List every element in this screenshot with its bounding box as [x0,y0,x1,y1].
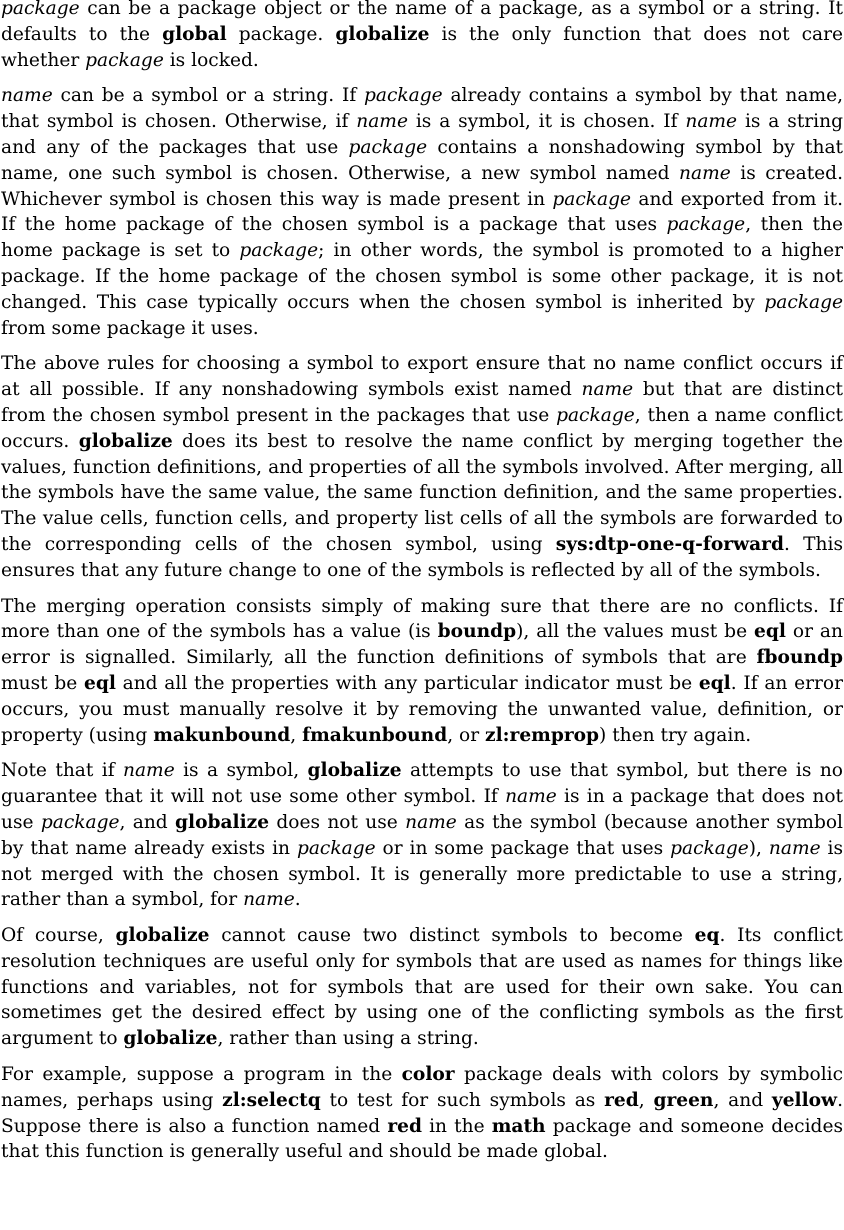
bold-term: globalize [335,23,430,45]
text-run: or in some package that uses [375,837,671,859]
italic-term: package [348,136,428,158]
text-run: package deals with colors by symbolic names, perhaps using [1,1064,843,1111]
text-run: from some package it uses. [1,317,259,339]
bold-term: globalize [78,430,173,452]
bold-term: red [387,1115,422,1137]
italic-term: package [670,837,749,859]
text-run: . Its conflict resolution techniques are useful only for symbols that are used as names for things like functions and variables, not for symbols that are used for their own sake. You can sometimes get the desired effect by using one of the conflicting symbols as the first argument to [1,925,843,1050]
text-run: ), [748,837,769,859]
paragraph-name-conflict [1,351,843,583]
text-run: and all the properties with any particular indicator must be [115,672,699,694]
text-run: is a symbol, it is chosen. If [407,111,686,133]
bold-term: fboundp [756,647,843,669]
italic-term: name [123,760,175,782]
paragraph-name-arg [1,83,843,341]
italic-term: package [552,188,632,210]
text-run: . [294,889,301,911]
italic-term: package [1,0,80,19]
text-run: ) then try again. [599,724,752,746]
bold-term: color [401,1064,455,1086]
italic-term: package [296,837,376,859]
text-run: does its best to resolve the name conflict by merging together the values, function definitions, and properties of all the symbols involved. After merging, all the symbols have the same value, the same function definition, and the same properties. The value cells, function cells, and property list cells of all the symbols are forwarded to the corresponding cells of the chosen symbol, using [1,430,844,555]
italic-term: name [679,162,731,184]
text-run: or an error is signalled. Similarly, all the function definitions of symbols that are [1,621,843,669]
bold-term: makunbound [153,724,291,746]
text-run: is not merged with the chosen symbol. It is generally more predictable to use a string, rather than a symbol, for [1,837,843,911]
italic-term: name [581,379,634,401]
text-run: and exported from it. If the home package of the chosen symbol is a package that uses [1,188,843,236]
text-run: is created. Whichever symbol is chosen this way is made present in [1,162,843,210]
text-run: can be a symbol or a string. If [52,85,364,107]
italic-term: package [85,49,164,71]
text-run: to test for such symbols as [320,1089,605,1111]
bold-term: global [162,23,227,45]
paragraph-symbol-note [1,758,843,913]
paragraph-eq-limitation [1,923,843,1052]
bold-term: green [653,1089,714,1111]
text-run: as the symbol (because another symbol by that name already exists in [1,811,843,859]
italic-term: package [239,240,319,262]
text-run: is in a package that does not use [1,786,843,833]
bold-term: fmakunbound [302,724,448,746]
text-run: , rather than using a string. [217,1028,479,1050]
text-run: package. [226,23,336,45]
bold-term: eq [694,925,720,947]
text-run: The above rules for choosing a symbol to export ensure that no name conflict occurs if at all possible. If any nonshadowing symbols exist named [1,353,843,401]
text-run: . This ensures that any future change to one of the symbols is reflected by all of the symbols. [1,533,843,581]
text-run: , [638,1089,654,1111]
bold-term: red [604,1089,639,1111]
text-run: . If an error occurs, you must manually resolve it by removing the unwanted value, definition, or property (using [1,672,843,746]
italic-term: package [40,811,120,833]
text-run: is a symbol, [174,760,308,782]
text-run: , and [713,1089,772,1111]
text-run: but that are distinct from the chosen symbol present in the packages that use [1,379,843,426]
text-run: in the [421,1115,492,1137]
bold-term: zl:selectq [222,1089,321,1111]
bold-term: globalize [175,811,270,833]
text-run: cannot cause two distinct symbols to become [209,925,695,947]
italic-term: package [764,291,843,313]
bold-term: eql [83,672,116,694]
text-run: Note that if [1,760,123,782]
text-run: , and [119,811,176,833]
italic-term: name [405,811,457,833]
text-run: , or [447,724,486,746]
paragraph-merging [1,594,843,749]
bold-term: globalize [115,925,210,947]
bold-term: zl:remprop [485,724,600,746]
text-run: contains a nonshadowing symbol by that name, one such symbol is chosen. Otherwise, a new symbol named [1,136,844,184]
text-run: is the only function that does not care whether [1,23,843,71]
bold-term: boundp [437,621,517,643]
text-run: ; in other words, the symbol is promoted to a higher package. If the home package of the chosen symbol is some other package, it is not changed. This case typically occurs when the chosen symbol is inherited by [1,240,843,313]
bold-term: eql [754,621,786,643]
text-run: does not use [269,811,406,833]
text-run: is a string and any of the packages that use [1,111,844,158]
text-run: attempts to use that symbol, but there is no guarantee that it will not use some other symbol. If [1,760,843,808]
italic-term: package [363,85,443,107]
paragraph-package-arg [1,0,843,73]
text-run: For example, suppose a program in the [1,1064,402,1086]
text-run: package and someone decides that this function is generally useful and should be made global. [1,1115,843,1163]
text-run: Of course, [1,925,116,947]
text-run: . Suppose there is also a function named [1,1089,843,1137]
italic-term: name [685,111,738,133]
text-run: already contains a symbol by that name, that symbol is chosen. Otherwise, if [1,85,843,133]
italic-term: package [556,404,635,426]
paragraph-example [1,1062,843,1165]
italic-term: package [666,214,746,236]
italic-term: name [768,837,821,859]
text-run: can be a package object or the name of a package, as a symbol or a string. It defaults to the [1,0,843,45]
text-run: must be [1,672,84,694]
bold-term: globalize [307,760,402,782]
text-run: The merging operation consists simply of making sure that there are no conflicts. If more than one of the symbols has a value (is [1,595,843,643]
text-run: , [290,724,303,746]
text-run: ), all the values must be [516,621,755,643]
bold-term: sys:dtp-one-q-forward [555,533,784,555]
italic-term: name [1,85,53,107]
italic-term: name [243,889,295,911]
bold-term: eql [698,672,731,694]
bold-term: math [491,1115,546,1137]
text-run: , then the home package is set to [1,214,844,262]
italic-term: name [356,111,408,133]
text-run: is locked. [163,49,259,71]
text-run: , then a name conflict occurs. [1,404,843,452]
italic-term: name [505,786,557,808]
bold-term: globalize [123,1028,218,1050]
bold-term: yellow [771,1089,838,1111]
